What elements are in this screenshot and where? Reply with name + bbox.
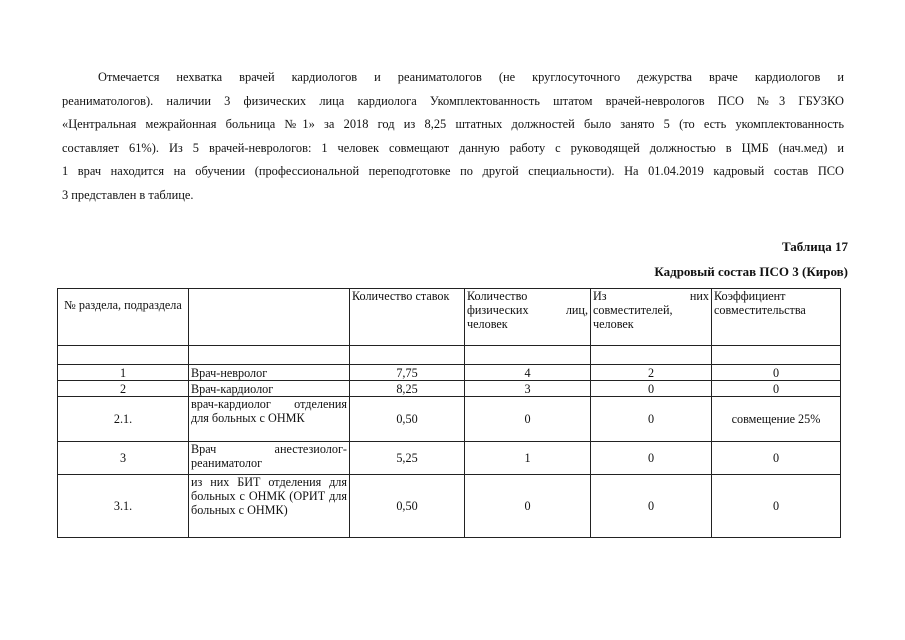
cell-persons: 0	[465, 475, 591, 538]
cell-position: Врач-кардиолог	[189, 381, 350, 397]
table-row	[58, 365, 841, 381]
cell-section: 3	[58, 442, 189, 475]
table-number: Таблица 17	[781, 239, 848, 254]
table-row	[58, 442, 841, 475]
cell-coefficient: 0	[712, 381, 841, 397]
cell-coefficient: 0	[712, 475, 841, 538]
paragraph-line: составляет 61%). Из 5 врачей-неврологов: 1 человек совмещают данную работу с руководящей должностью в ЦМБ (нач.мед) и	[62, 140, 844, 155]
staff-table	[57, 288, 841, 538]
cell-part-timers: 0	[591, 381, 712, 397]
cell-persons: 3	[465, 381, 591, 397]
cell-position: врач-кардиолог отделения для больных с ОНМК	[189, 397, 350, 442]
header-section: № раздела, подраздела	[58, 289, 189, 346]
header-rates: Количество ставок	[350, 289, 465, 346]
cell-coefficient: совмещение 25%	[712, 397, 841, 442]
cell-coefficient: 0	[712, 365, 841, 381]
cell-persons: 0	[465, 397, 591, 442]
header-coefficient: Коэффициент совместительства	[712, 289, 841, 346]
cell-rates: 7,75	[350, 365, 465, 381]
paragraph-line: «Центральная межрайонная больница №1» за 2018 год из 8,25 штатных должностей было занято 5 (то есть укомплектованность	[62, 117, 844, 132]
body-paragraph	[62, 66, 844, 208]
paragraph-line: реаниматологов). наличии 3 физических лица кардиолога Укомплектованность штатом врачей-неврологов ПСО №3 ГБУЗКО	[62, 93, 844, 108]
cell-part-timers: 0	[591, 397, 712, 442]
header-persons: Количество физических лиц, человек	[465, 289, 591, 346]
cell-part-timers: 2	[591, 365, 712, 381]
cell-rates: 5,25	[350, 442, 465, 475]
cell-position: из них БИТ отделения для больных с ОНМК (ОРИТ для больных с ОНМК)	[189, 475, 350, 538]
table-row	[58, 381, 841, 397]
cell-section: 2	[58, 381, 189, 397]
cell-rates: 0,50	[350, 397, 465, 442]
table-row	[58, 397, 841, 442]
cell-rates: 8,25	[350, 381, 465, 397]
cell-position: Врач анестезиолог-реаниматолог	[189, 442, 350, 475]
table-row	[58, 475, 841, 538]
cell-section: 2.1.	[58, 397, 189, 442]
cell-section: 3.1.	[58, 475, 189, 538]
cell-section: 1	[58, 365, 189, 381]
cell-part-timers: 0	[591, 442, 712, 475]
cell-part-timers: 0	[591, 475, 712, 538]
cell-position: Врач-невролог	[189, 365, 350, 381]
paragraph-line: 3 представлен в таблице.	[62, 187, 194, 202]
table-header-row	[58, 289, 841, 346]
table-blank-row	[58, 346, 841, 365]
cell-coefficient: 0	[712, 442, 841, 475]
header-part-timers: Из них совместителей, человек	[591, 289, 712, 346]
table-title: Кадровый состав ПСО 3 (Киров)	[654, 264, 848, 279]
header-position	[189, 289, 350, 346]
paragraph-line: 1 врач находится на обучении (профессиональной переподготовке по другой специальности). На 01.04.2019 кадровый состав ПСО	[62, 164, 844, 179]
cell-persons: 1	[465, 442, 591, 475]
cell-persons: 4	[465, 365, 591, 381]
cell-rates: 0,50	[350, 475, 465, 538]
paragraph-line: Отмечается нехватка врачей кардиологов и реаниматологов (не круглосуточного дежурства враче кардиологов и	[98, 70, 844, 84]
